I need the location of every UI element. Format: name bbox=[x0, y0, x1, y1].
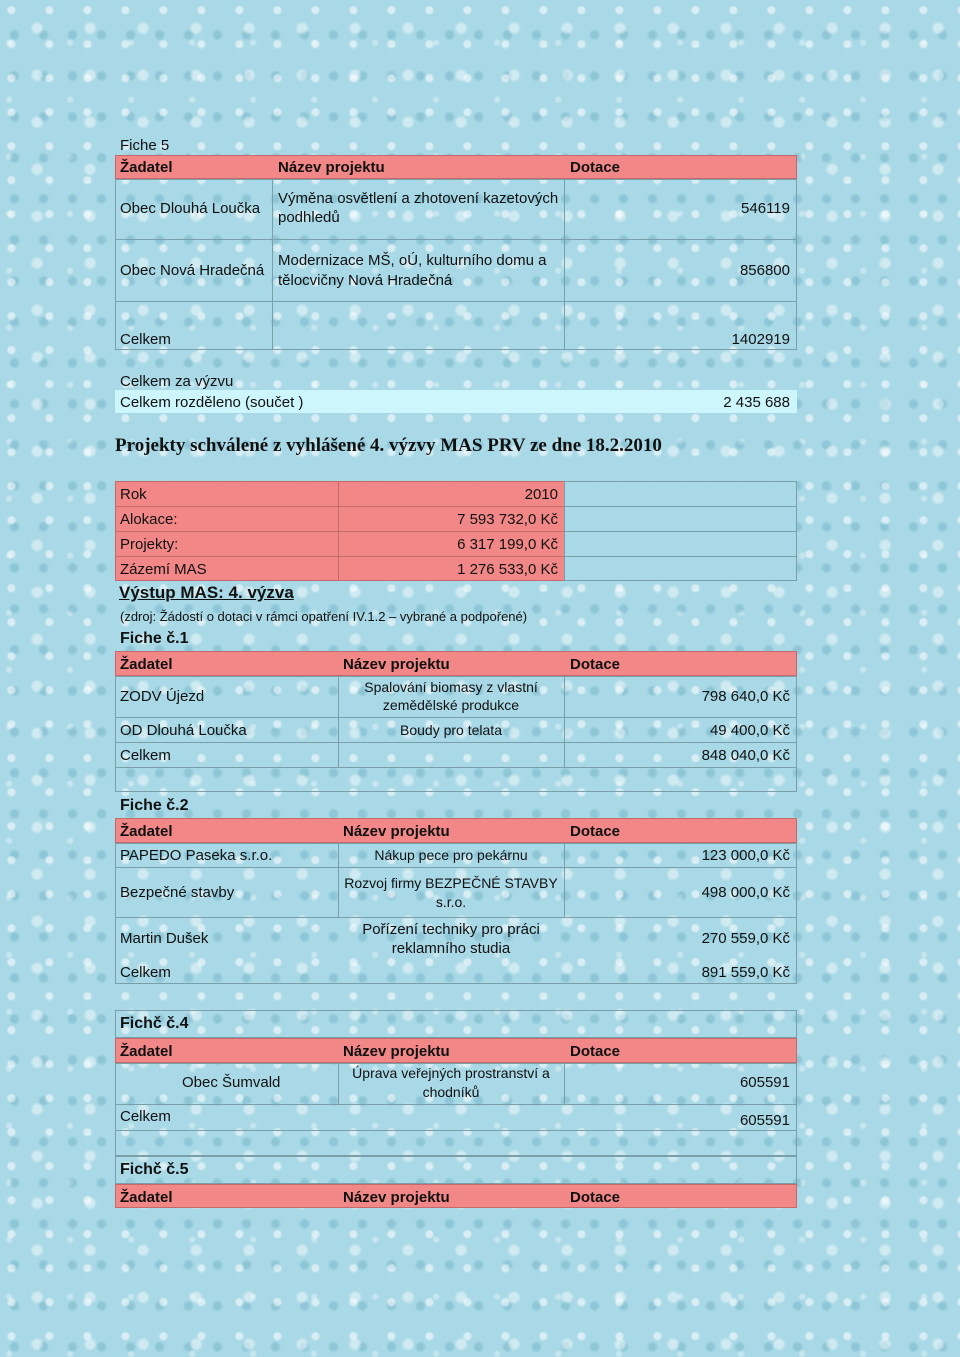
fiche1-title: Fiche č.1 bbox=[120, 630, 189, 647]
fiche5-header-amount: Dotace bbox=[570, 159, 621, 176]
fiche4-header-project: Název projektu bbox=[343, 1043, 450, 1060]
stats-value-mas: 1 276 533,0 Kč bbox=[457, 561, 558, 578]
fiche4-header-row bbox=[115, 1038, 797, 1063]
stats-value-year: 2010 bbox=[524, 486, 558, 503]
fiche2-row2-project-line1: Rozvoj firmy BEZPEČNÉ STAVBY bbox=[344, 875, 558, 891]
fiche2-title: Fiche č.2 bbox=[120, 797, 189, 814]
fiche5-row2-project-line2: tělocvičny Nová Hradečná bbox=[278, 272, 453, 289]
fiche2-row2-project-line2: s.r.o. bbox=[435, 894, 467, 910]
stats-label-allocation: Alokace: bbox=[120, 511, 178, 528]
fiche1-row1-project-line1: Spalování biomasy z vlastní bbox=[364, 679, 538, 695]
fiche2-header-project: Název projektu bbox=[343, 823, 450, 840]
fiche2-row3-amount: 270 559,0 Kč bbox=[701, 930, 790, 947]
fiche5-row2-project-line1: Modernizace MŠ, oÚ, kulturního domu a bbox=[278, 252, 547, 269]
fiche2-row1-amount: 123 000,0 Kč bbox=[701, 847, 790, 864]
fiche1-row1-amount: 798 640,0 Kč bbox=[701, 688, 790, 705]
fiche1-header-applicant: Žadatel bbox=[120, 656, 173, 673]
fiche5b-title-row bbox=[115, 1156, 797, 1184]
fiche5-header-applicant: Žadatel bbox=[120, 159, 173, 176]
fiche1-row1-applicant: ZODV Újezd bbox=[120, 688, 205, 705]
fiche1-header-project: Název projektu bbox=[343, 656, 450, 673]
fiche1-total-label: Celkem bbox=[120, 747, 171, 764]
fiche4-header-applicant: Žadatel bbox=[120, 1043, 173, 1060]
fiche1-row2-applicant: OD Dlouhá Loučka bbox=[120, 722, 247, 739]
fiche5-row1-amount: 546119 bbox=[741, 200, 790, 217]
fiche5b-header-project: Název projektu bbox=[343, 1189, 450, 1206]
fiche5-row1-applicant: Obec Dlouhá Loučka bbox=[120, 200, 261, 217]
fiche5-header-project: Název projektu bbox=[278, 159, 385, 176]
fiche2-row2-amount: 498 000,0 Kč bbox=[701, 884, 790, 901]
output-title: Výstup MAS: 4. výzva bbox=[119, 583, 294, 602]
stats-label-mas: Zázemí MAS bbox=[120, 561, 207, 578]
source-note: (zdroj: Žádostí o dotaci v rámci opatření IV.1.2 – vybrané a podpořené) bbox=[120, 609, 528, 624]
fiche5-row2-amount: 856800 bbox=[739, 262, 790, 279]
fiche2-header-applicant: Žadatel bbox=[120, 823, 173, 840]
stats-label-projects: Projekty: bbox=[120, 536, 179, 553]
fiche5b-header-amount: Dotace bbox=[570, 1189, 621, 1206]
fiche2-row1-applicant: PAPEDO Paseka s.r.o. bbox=[120, 847, 273, 864]
fiche1-row1-project-line2: zemědělské produkce bbox=[382, 697, 520, 713]
fiche4-row1-project-line1: Úprava veřejných prostranství a bbox=[352, 1065, 550, 1081]
fiche1-row2-project: Boudy pro telata bbox=[400, 722, 502, 738]
fiche5b-title: Fichč č.5 bbox=[120, 1161, 189, 1178]
fiche4-title-row bbox=[115, 1010, 797, 1038]
fiche4-row1-amount: 605591 bbox=[739, 1074, 790, 1091]
fiche1-header-row bbox=[115, 651, 797, 676]
fiche5-title: Fiche 5 bbox=[120, 137, 170, 154]
fiche2-header-amount: Dotace bbox=[570, 823, 621, 840]
fiche4-total-label: Celkem bbox=[120, 1108, 171, 1125]
fiche4-row1-project-line2: chodníků bbox=[422, 1084, 480, 1100]
fiche1-total-value: 848 040,0 Kč bbox=[701, 747, 790, 764]
fiche2-table-body bbox=[115, 843, 797, 984]
fiche5-total-value: 1402919 bbox=[731, 331, 790, 348]
fiche2-row1-project: Nákup pece pro pekárnu bbox=[374, 847, 528, 863]
fiche2-row2-applicant: Bezpečné stavby bbox=[120, 884, 235, 901]
fiche4-row1-applicant: Obec Šumvald bbox=[182, 1074, 281, 1091]
fiche5-header-row bbox=[115, 155, 797, 179]
section-heading: Projekty schválené z vyhlášené 4. výzvy MAS PRV ze dne 18.2.2010 bbox=[115, 435, 662, 456]
fiche2-row3-project-line1: Pořízení techniky pro práci bbox=[362, 921, 540, 938]
call-total-label: Celkem za výzvu bbox=[120, 373, 234, 390]
fiche4-header-amount: Dotace bbox=[570, 1043, 621, 1060]
fiche2-row3-applicant: Martin Dušek bbox=[120, 930, 209, 947]
stats-label-year: Rok bbox=[120, 486, 147, 503]
fiche2-total-label: Celkem bbox=[120, 964, 171, 981]
fiche5-row2-applicant: Obec Nová Hradečná bbox=[120, 262, 265, 279]
fiche1-header-amount: Dotace bbox=[570, 656, 621, 673]
distributed-value: 2 435 688 bbox=[723, 394, 790, 411]
fiche5-row1-project-line2: podhledů bbox=[278, 209, 340, 226]
fiche5-row1-project-line1: Výměna osvětlení a zhotovení kazetových bbox=[278, 190, 559, 207]
fiche2-total-value: 891 559,0 Kč bbox=[701, 964, 790, 981]
distributed-label: Celkem rozděleno (součet ) bbox=[120, 394, 304, 411]
fiche5-total-label: Celkem bbox=[120, 331, 171, 348]
fiche2-header-row bbox=[115, 818, 797, 843]
stats-value-allocation: 7 593 732,0 Kč bbox=[457, 511, 558, 528]
fiche2-row3-project-line2: reklamního studia bbox=[391, 940, 511, 957]
fiche1-row2-amount: 49 400,0 Kč bbox=[709, 722, 790, 739]
fiche5b-header-row bbox=[115, 1184, 797, 1208]
fiche4-title: Fichč č.4 bbox=[120, 1015, 189, 1032]
stats-value-projects: 6 317 199,0 Kč bbox=[457, 536, 558, 553]
fiche5b-header-applicant: Žadatel bbox=[120, 1189, 173, 1206]
fiche4-total-value: 605591 bbox=[739, 1112, 790, 1129]
